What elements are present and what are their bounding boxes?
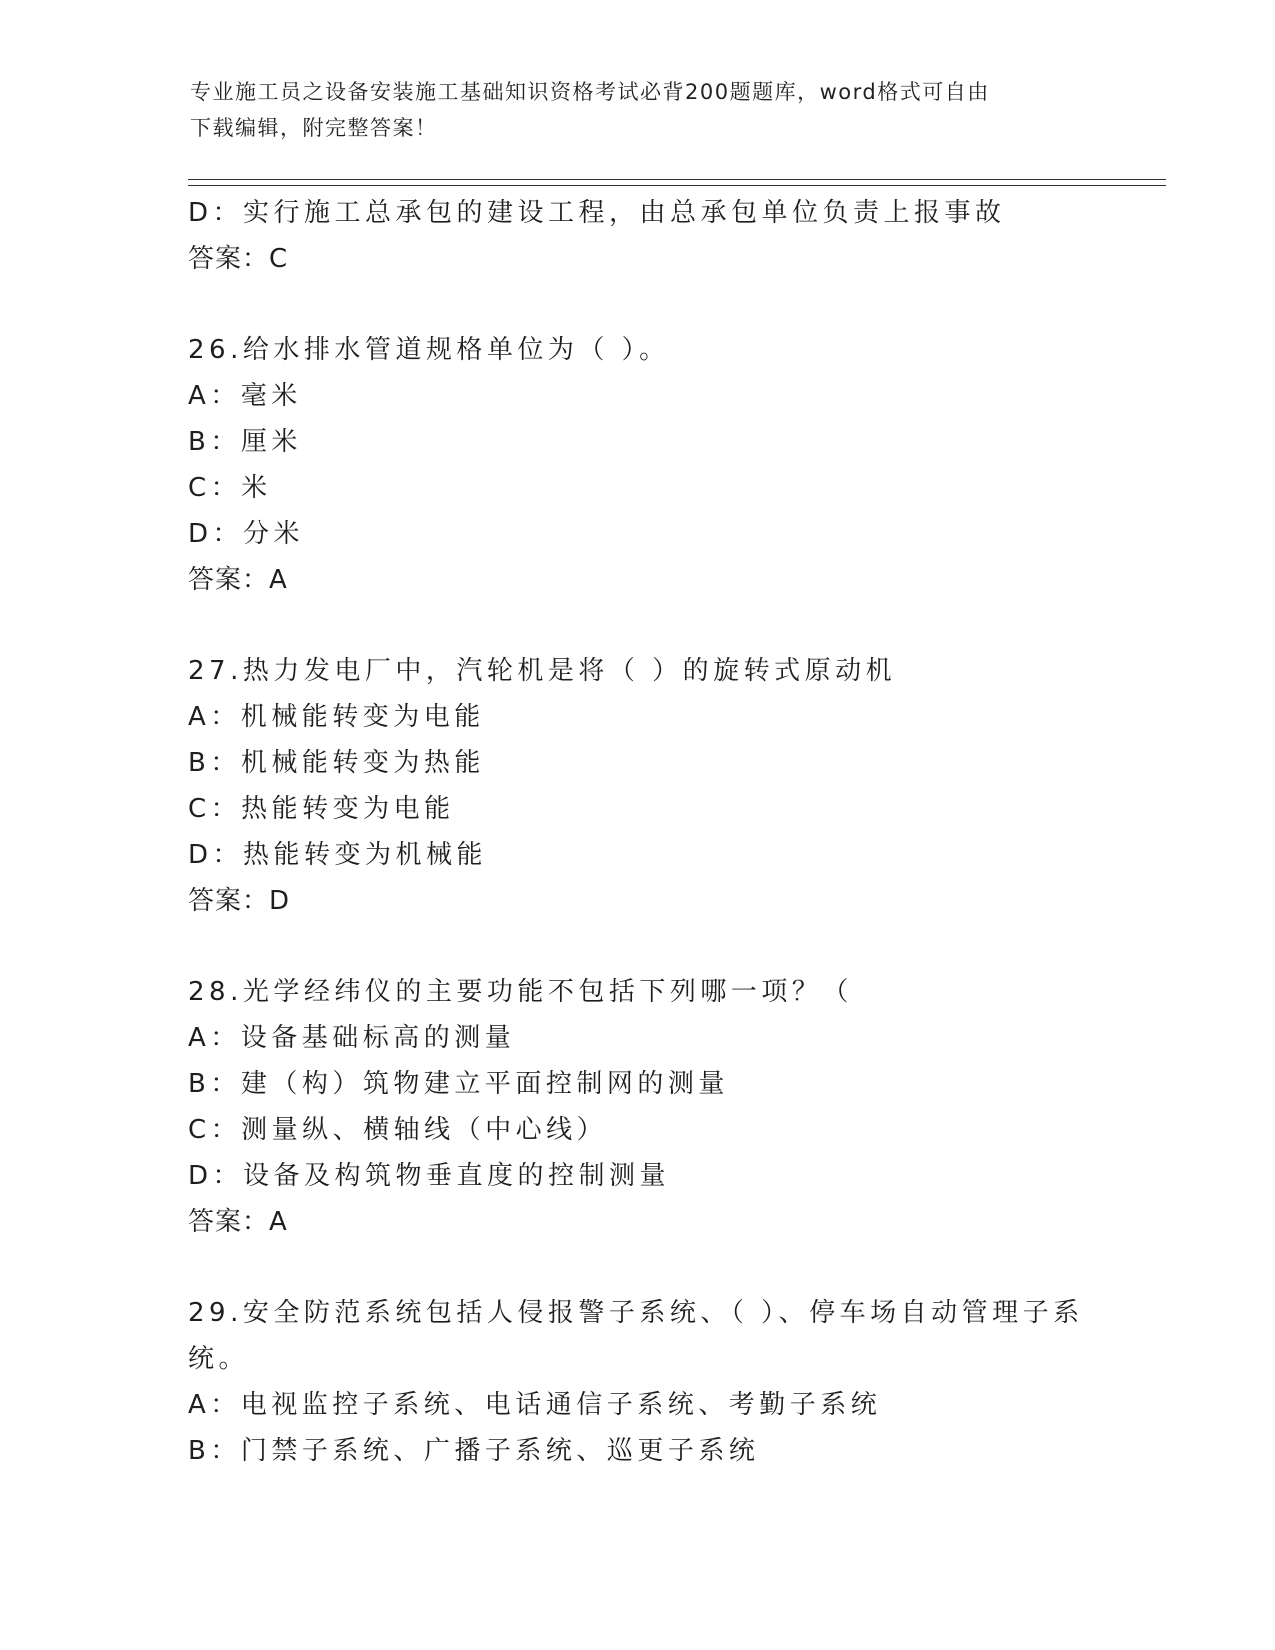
option-d: D：实行施工总承包的建设工程，由总承包单位负责上报事故: [188, 198, 1006, 228]
option-c: C：米: [188, 473, 272, 503]
option-b: B：机械能转变为热能: [188, 748, 485, 778]
header-line-1: 专业施工员之设备安装施工基础知识资格考试必背200题题库，word格式可自由: [190, 80, 990, 104]
header-line-2: 下载编辑，附完整答案！: [190, 116, 438, 140]
option-d: D：设备及构筑物垂直度的控制测量: [188, 1161, 671, 1191]
previous-question-tail: [188, 190, 1088, 282]
question-list: [188, 190, 1088, 1474]
option-c: C：测量纵、横轴线（中心线）: [188, 1115, 608, 1145]
question-stem: 27.热力发电厂中，汽轮机是将（ ）的旋转式原动机: [188, 656, 897, 686]
question-28: [188, 969, 1088, 1245]
answer-line: 答案：C: [188, 244, 289, 274]
question-stem: 26.给水排水管道规格单位为（ ）。: [188, 335, 670, 365]
option-a: A：电视监控子系统、电话通信子系统、考勤子系统: [188, 1390, 882, 1420]
header-divider-top: [188, 179, 1166, 180]
option-a: A：机械能转变为电能: [188, 702, 485, 732]
option-b: B：门禁子系统、广播子系统、巡更子系统: [188, 1436, 760, 1466]
option-c: C：热能转变为电能: [188, 794, 455, 824]
option-b: B：建（构）筑物建立平面控制网的测量: [188, 1069, 729, 1099]
option-a: A：设备基础标高的测量: [188, 1023, 516, 1053]
question-26: [188, 327, 1088, 603]
document-header: [190, 74, 1090, 146]
question-27: [188, 648, 1088, 924]
question-29: [188, 1290, 1088, 1474]
option-a: A：毫米: [188, 381, 302, 411]
answer-line: 答案：A: [188, 565, 288, 595]
answer-line: 答案：D: [188, 886, 291, 916]
option-b: B：厘米: [188, 427, 302, 457]
option-d: D：热能转变为机械能: [188, 840, 488, 870]
answer-line: 答案：A: [188, 1207, 288, 1237]
option-d: D：分米: [188, 519, 305, 549]
question-stem: 28.光学经纬仪的主要功能不包括下列哪一项？（: [188, 977, 853, 1007]
question-stem-line-1: 29.安全防范系统包括人侵报警子系统、（ ）、停车场自动管理子系: [188, 1298, 1084, 1328]
question-stem-line-2: 统。: [188, 1344, 250, 1374]
header-divider-bottom: [188, 185, 1166, 186]
